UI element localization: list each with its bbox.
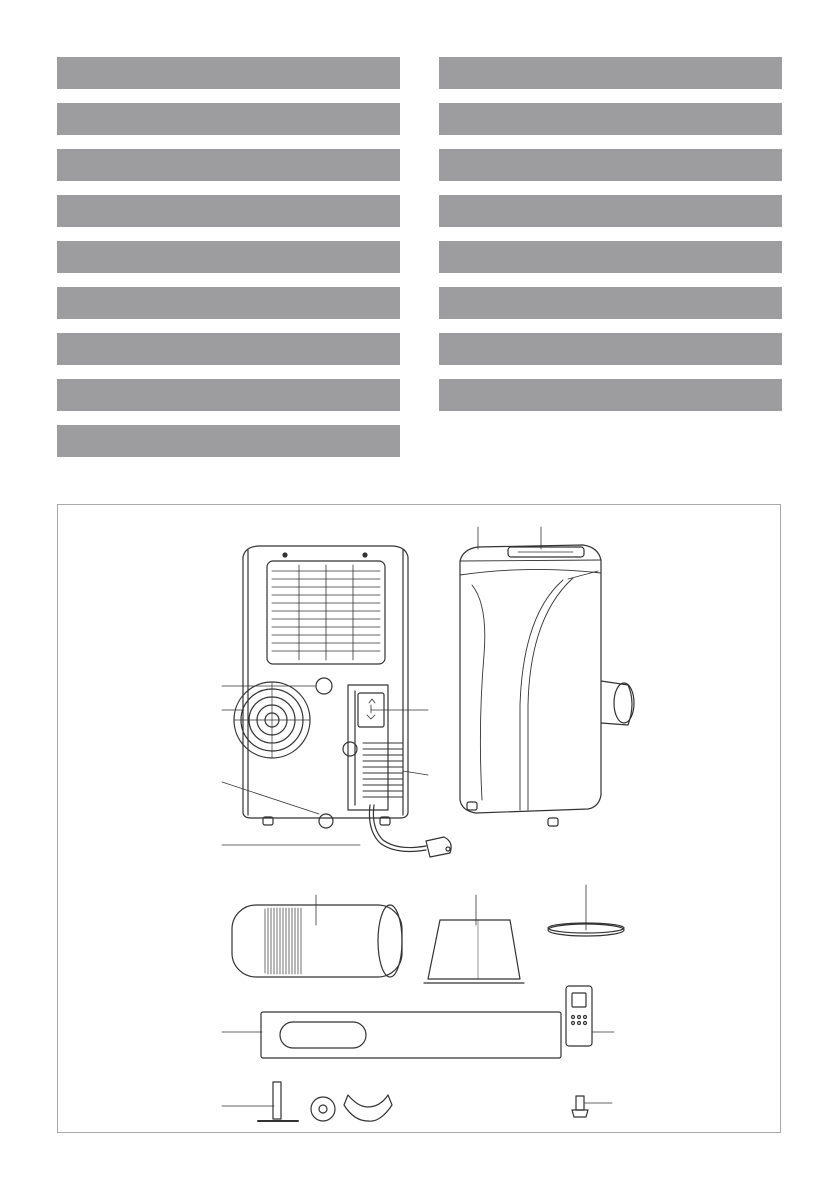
language-bar <box>439 241 782 273</box>
product-illustration <box>58 505 782 1134</box>
language-bar <box>57 287 400 319</box>
mounting-hardware <box>258 1082 392 1121</box>
product-illustration-frame <box>57 504 781 1133</box>
window-adapter <box>424 920 524 983</box>
language-bar <box>439 103 782 135</box>
screw <box>572 1096 588 1117</box>
language-bar <box>57 379 400 411</box>
language-bar <box>57 333 400 365</box>
remote-control <box>566 986 592 1046</box>
language-bar <box>57 425 400 457</box>
language-bar <box>439 333 782 365</box>
language-bar <box>57 195 400 227</box>
language-bar <box>439 287 782 319</box>
language-bar <box>57 149 400 181</box>
language-bar <box>439 195 782 227</box>
unit-front-view <box>460 545 634 826</box>
language-bar <box>57 103 400 135</box>
unit-rear-view <box>234 546 451 857</box>
callout-leaders <box>222 527 614 1106</box>
language-bar <box>57 57 400 89</box>
language-bar <box>439 379 782 411</box>
exhaust-hose <box>232 905 402 977</box>
language-bar <box>439 57 782 89</box>
window-slide-kit <box>261 1012 561 1058</box>
language-bar <box>57 241 400 273</box>
language-bar <box>439 149 782 181</box>
